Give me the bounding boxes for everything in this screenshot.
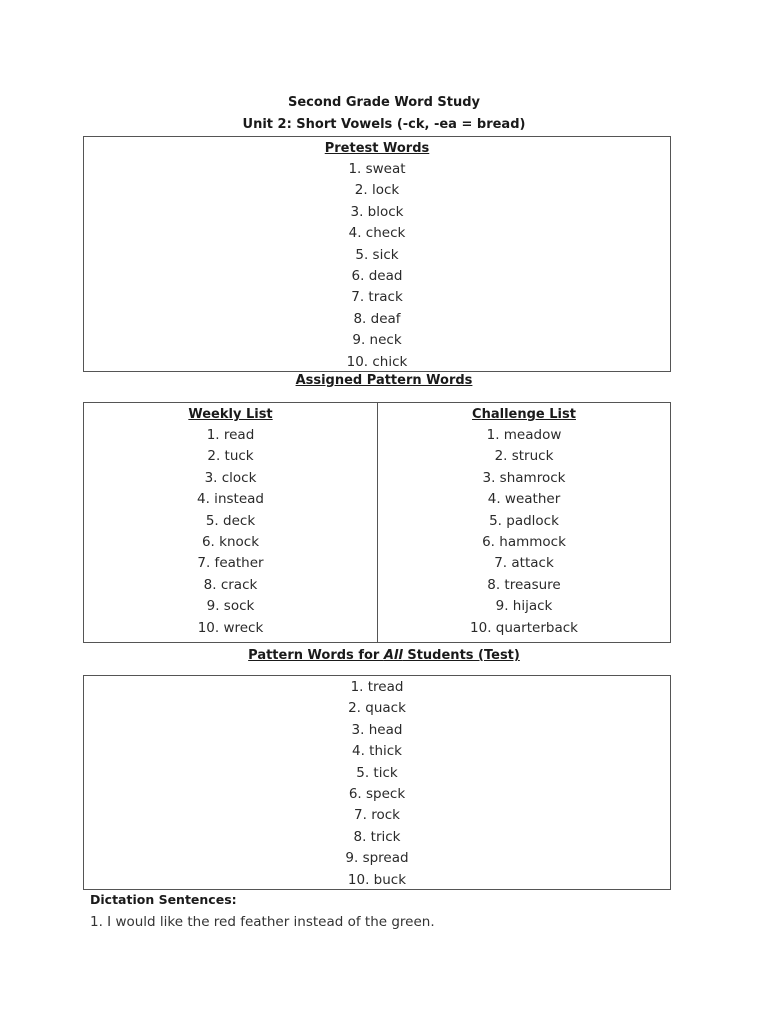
list-item: 8. trick — [353, 828, 401, 845]
list-item: 4. weather — [487, 491, 561, 508]
list-item: 3. clock — [204, 469, 257, 486]
document-title: Second Grade Word Study — [287, 95, 481, 110]
list-item: 1. read — [206, 427, 255, 443]
all-students-box — [83, 675, 671, 890]
list-item: 5. sick — [355, 246, 399, 263]
assigned-title: Assigned Pattern Words — [295, 373, 473, 388]
dictation-title: Dictation Sentences: — [90, 892, 237, 907]
list-item: 3. shamrock — [482, 469, 566, 486]
dictation-sentence: 1. I would like the red feather instead of the green. — [90, 914, 435, 930]
list-item: 10. quarterback — [470, 619, 578, 636]
assigned-box — [83, 402, 671, 643]
list-item: 6. speck — [348, 786, 406, 803]
weekly-list — [84, 425, 377, 639]
all-students-title-suffix: Students (Test) — [402, 648, 520, 663]
challenge-list-title: Challenge List — [472, 407, 576, 422]
list-item: 2. quack — [348, 700, 406, 717]
list-item: 7. rock — [354, 807, 400, 824]
list-item: 1. tread — [350, 679, 404, 695]
list-item: 10. wreck — [197, 619, 264, 636]
list-item: 9. neck — [352, 332, 402, 349]
list-item: 9. sock — [206, 598, 255, 615]
list-item: 5. padlock — [489, 512, 559, 529]
list-item: 2. struck — [494, 448, 554, 465]
all-students-title-emphasis: All — [383, 648, 403, 663]
all-students-list — [84, 677, 670, 891]
list-item: 7. track — [351, 289, 403, 306]
pretest-box — [83, 136, 671, 372]
list-item: 1. sweat — [348, 161, 406, 177]
list-item: 4. thick — [351, 743, 402, 760]
list-item: 8. deaf — [353, 310, 401, 327]
all-students-title — [0, 647, 768, 665]
list-item: 10. chick — [346, 353, 408, 370]
list-item: 5. deck — [205, 512, 256, 529]
all-students-title-prefix: Pattern Words for — [248, 648, 384, 663]
list-item: 5. tick — [356, 764, 398, 781]
list-item: 3. block — [350, 203, 404, 220]
list-item: 10. buck — [347, 871, 407, 888]
list-item: 4. instead — [197, 491, 264, 508]
list-item: 9. hijack — [495, 598, 553, 615]
list-item: 4. check — [348, 225, 406, 242]
list-item: 2. lock — [354, 182, 400, 199]
list-item: 6. knock — [201, 534, 260, 551]
pretest-list — [84, 159, 670, 373]
list-item: 2. tuck — [207, 448, 254, 465]
list-item: 1. meadow — [486, 427, 562, 443]
list-item: 7. feather — [197, 555, 264, 572]
weekly-list-title: Weekly List — [188, 407, 273, 422]
list-item: 7. attack — [494, 555, 554, 572]
list-item: 6. dead — [351, 268, 403, 285]
list-item: 8. treasure — [487, 576, 561, 593]
challenge-list — [378, 425, 670, 639]
list-item: 3. head — [351, 721, 403, 738]
list-item: 9. spread — [345, 850, 409, 867]
document-subtitle: Unit 2: Short Vowels (-ck, -ea = bread) — [242, 117, 526, 132]
list-item: 6. hammock — [482, 534, 566, 551]
list-item: 8. crack — [203, 576, 258, 593]
pretest-title: Pretest Words — [324, 141, 430, 156]
